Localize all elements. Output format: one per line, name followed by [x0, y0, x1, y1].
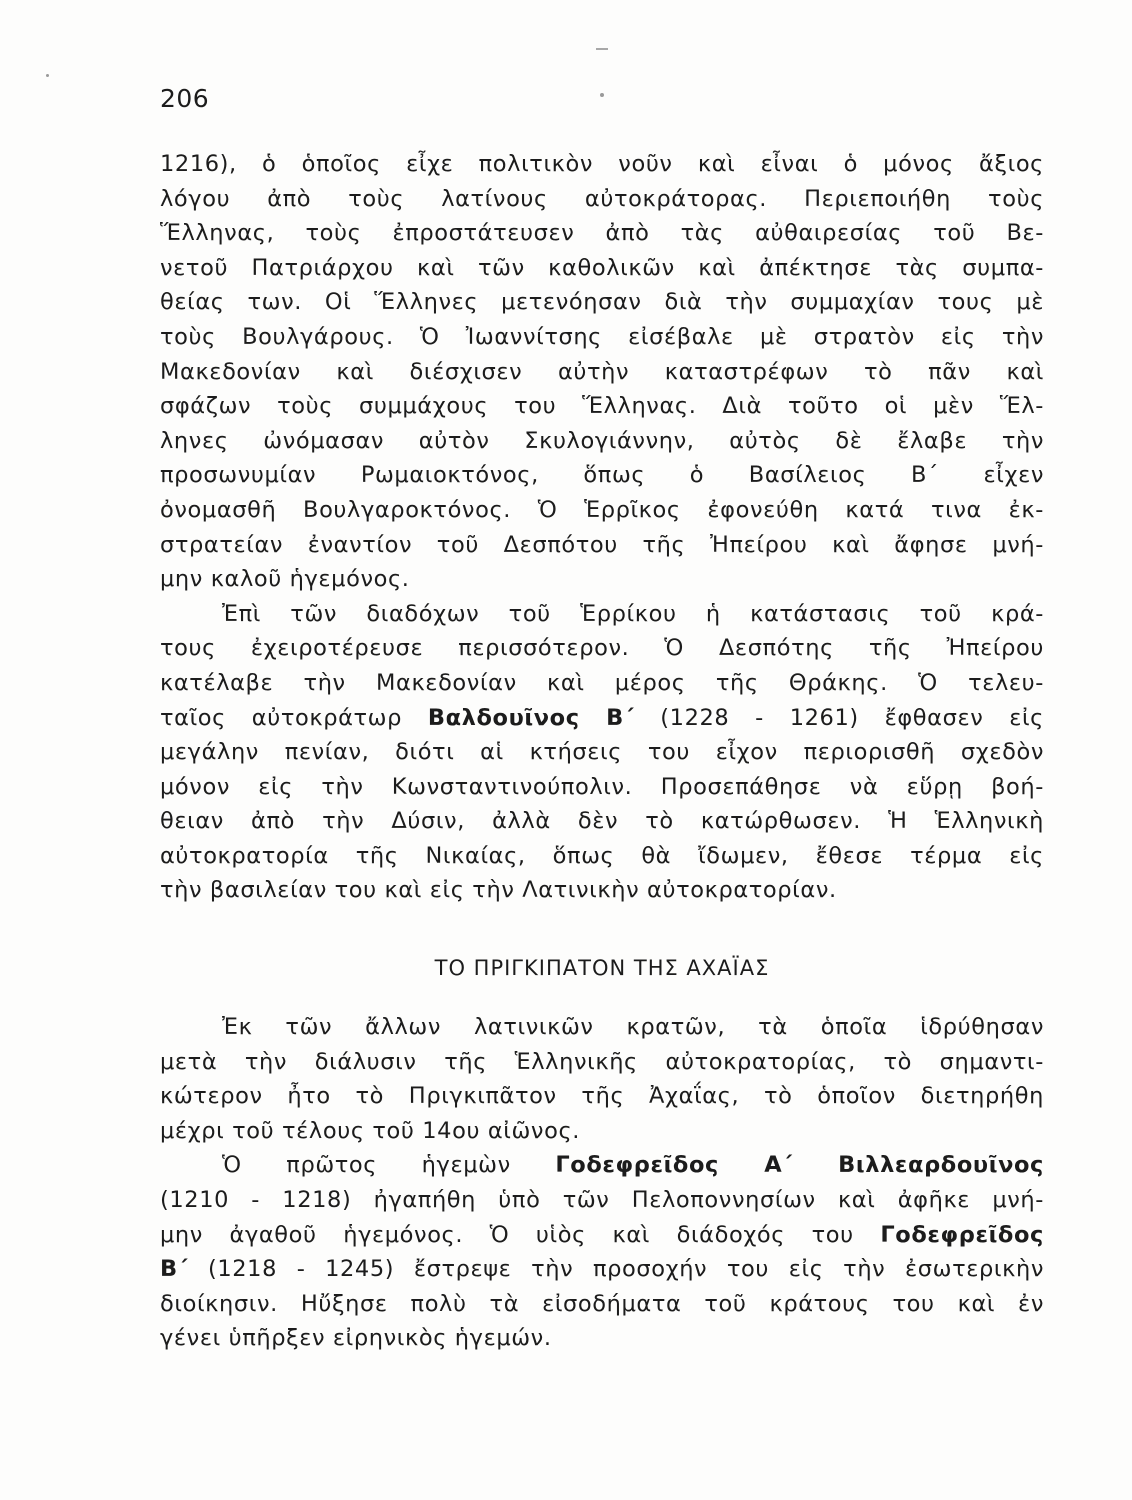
text-line: θείας των. Οἱ Ἕλληνες μετενόησαν διὰ τὴν συμμαχίαν τους μὲ [160, 289, 1044, 316]
text-line: κώτερον ἦτο τὸ Πριγκιπᾶτον τῆς Ἀχαΐας, τὸ ὁποῖον διετηρήθη [160, 1083, 1044, 1110]
text-line: Μακεδονίαν καὶ διέσχισεν αὐτὴν καταστρέφων τὸ πᾶν καὶ [160, 358, 1044, 385]
scan-speck [600, 93, 604, 97]
text-line: μετὰ τὴν διάλυσιν τῆς Ἑλληνικῆς αὐτοκρατορίας, τὸ σημαντι- [160, 1048, 1044, 1075]
text-line: τοὺς Βουλγάρους. Ὁ Ἰωαννίτσης εἰσέβαλε μὲ στρατὸν εἰς τὴν [160, 323, 1044, 350]
text-line: ὀνομασθῆ Βουλγαροκτόνος. Ὁ Ἑρρῖκος ἐφονεύθη κατά τινα ἐκ- [160, 496, 1044, 523]
emphasized-name: Γοδεφρεῖδος [880, 1221, 1044, 1248]
body-text-bottom [160, 1010, 1044, 1356]
text-line: τους ἐχειροτέρευσε περισσότερον. Ὁ Δεσπότης τῆς Ἠπείρου [160, 635, 1044, 662]
text-line: κατέλαβε τὴν Μακεδονίαν καὶ μέρος τῆς Θράκης. Ὁ τελευ- [160, 669, 1044, 696]
emphasized-name: Βαλδουῖνος Β΄ [427, 704, 635, 731]
text-line: Ἕλληνας, τοὺς ἐπροστάτευσεν ἀπὸ τὰς αὐθαιρεσίας τοῦ Βε- [160, 220, 1044, 247]
text-line: ταῖος αὐτοκράτωρ Βαλδουῖνος Β΄ (1228 - 1261) ἔφθασεν εἰς [160, 704, 1044, 731]
section-heading: ΤΟ ΠΡΙΓΚΙΠΑΤΟΝ ΤΗΣ ΑΧΑΪΑΣ [434, 956, 770, 980]
text-line: ληνες ὠνόμασαν αὐτὸν Σκυλογιάννην, αὐτὸς δὲ ἔλαβε τὴν [160, 427, 1044, 454]
text-line: μέχρι τοῦ τέλους τοῦ 14ου αἰῶνος. [160, 1117, 580, 1144]
text-line: λόγου ἀπὸ τοὺς λατίνους αὐτοκράτορας. Περιεποιήθη τοὺς [160, 185, 1044, 212]
text-line: στρατείαν ἐναντίον τοῦ Δεσπότου τῆς Ἠπείρου καὶ ἄφησε μνή- [160, 531, 1044, 558]
text-line: μην καλοῦ ἡγεμόνος. [160, 566, 410, 593]
text-line: γένει ὑπῆρξεν εἰρηνικὸς ἡγεμών. [160, 1325, 552, 1352]
text-line: θειαν ἀπὸ τὴν Δύσιν, ἀλλὰ δὲν τὸ κατώρθωσεν. Ἡ Ἑλληνικὴ [160, 808, 1044, 835]
scan-speck [46, 74, 49, 77]
text-line: Ὁ πρῶτος ἡγεμὼν Γοδεφρεῖδος Α΄ Βιλλεαρδουῖνος [222, 1152, 1044, 1179]
text-line: μόνον εἰς τὴν Κωνσταντινούπολιν. Προσεπάθησε νὰ εὕρῃ βοή- [160, 773, 1044, 800]
text-line: Β΄ (1218 - 1245) ἔστρεψε τὴν προσοχήν του εἰς τὴν ἐσωτερικὴν [160, 1256, 1044, 1283]
text-line: μεγάλην πενίαν, διότι αἱ κτήσεις του εἶχον περιορισθῆ σχεδὸν [160, 739, 1044, 766]
emphasized-name: Γοδεφρεῖδος Α΄ Βιλλεαρδουῖνος [555, 1152, 1044, 1179]
text-line: νετοῦ Πατριάρχου καὶ τῶν καθολικῶν καὶ ἀπέκτησε τὰς συμπα- [160, 254, 1044, 281]
text-line: Ἐπὶ τῶν διαδόχων τοῦ Ἑρρίκου ἡ κατάστασις τοῦ κρά- [222, 600, 1044, 627]
text-line: διοίκησιν. Ηὔξησε πολὺ τὰ εἰσοδήματα τοῦ κράτους του καὶ ἐν [160, 1290, 1044, 1317]
text-line: αὐτοκρατορία τῆς Νικαίας, ὅπως θὰ ἴδωμεν, ἔθεσε τέρμα εἰς [160, 842, 1044, 869]
text-line: προσωνυμίαν Ρωμαιοκτόνος, ὅπως ὁ Βασίλειος Β΄ εἶχεν [160, 462, 1044, 489]
text-line: (1210 - 1218) ἠγαπήθη ὑπὸ τῶν Πελοποννησίων καὶ ἀφῆκε μνή- [160, 1186, 1044, 1213]
text-line: Ἐκ τῶν ἄλλων λατινικῶν κρατῶν, τὰ ὁποῖα ἱδρύθησαν [222, 1014, 1044, 1040]
body-text-top [160, 147, 1044, 908]
page-number: 206 [160, 84, 210, 113]
text-line: σφάζων τοὺς συμμάχους του Ἕλληνας. Διὰ τοῦτο οἱ μὲν Ἕλ- [160, 393, 1044, 420]
text-line: 1216), ὁ ὁποῖος εἶχε πολιτικὸν νοῦν καὶ εἶναι ὁ μόνος ἄξιος [160, 151, 1044, 177]
scan-mark [596, 48, 608, 50]
text-line: μην ἀγαθοῦ ἡγεμόνος. Ὁ υἱὸς καὶ διάδοχός του Γοδεφρεῖδος [160, 1221, 1044, 1248]
text-line: τὴν βασιλείαν του καὶ εἰς τὴν Λατινικὴν αὐτοκρατορίαν. [160, 877, 837, 904]
emphasized-name: Β΄ [160, 1256, 189, 1283]
